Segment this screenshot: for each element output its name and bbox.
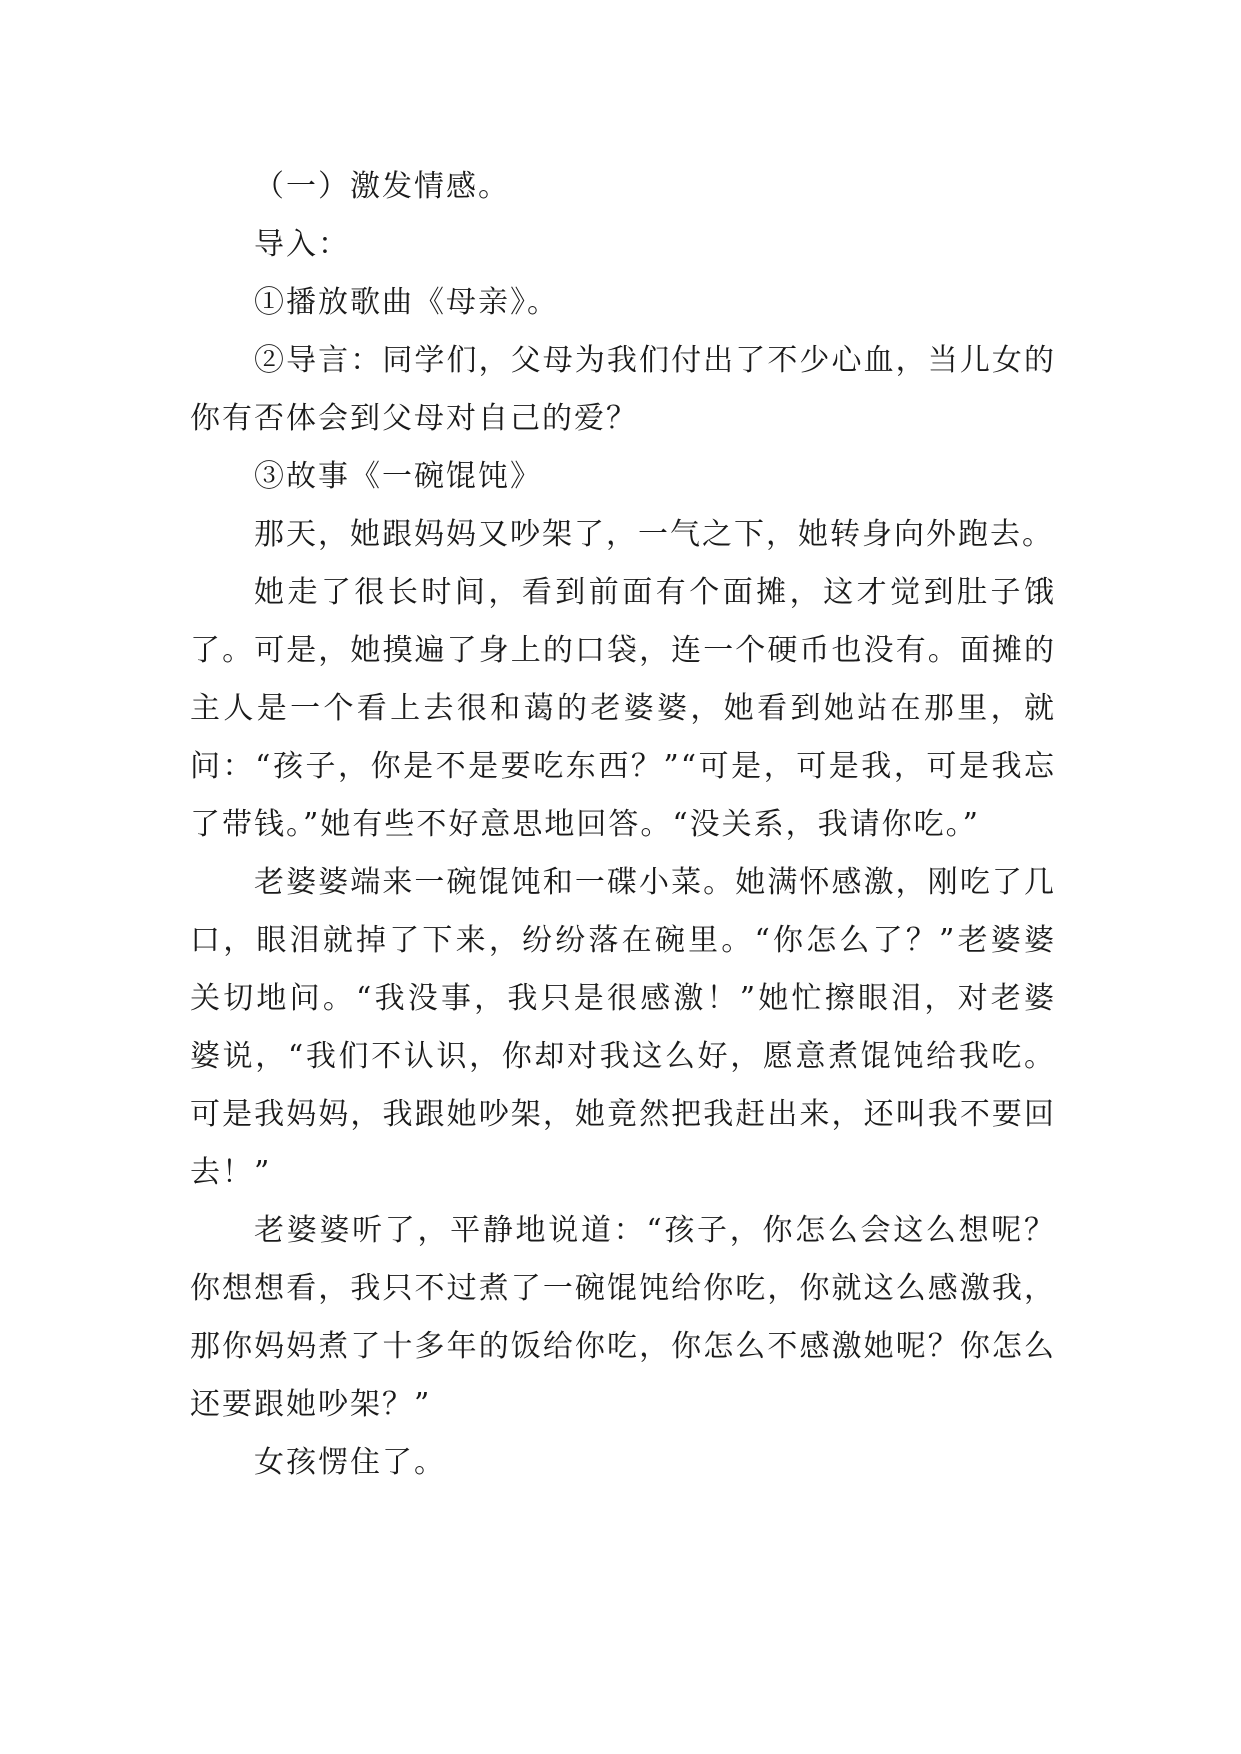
- section-heading: （一）激发情感。: [254, 169, 510, 204]
- intro-label: 导入：: [254, 227, 350, 262]
- document-body: [190, 158, 1056, 1492]
- story-paragraph: 老婆婆端来一碗馄饨和一碟小菜。她满怀感激，刚吃了几口，眼泪就掉了下来，纷纷落在碗里。“你怎么了？”老婆婆关切地问。“我没事，我只是很感激！”她忙擦眼泪，对老婆婆说，“我们不认识，你却对我这么好，愿意煮馄饨给我吃。可是我妈妈，我跟她吵架，她竟然把我赶出来，还叫我不要回去！”: [190, 865, 1056, 1190]
- story-paragraph: 那天，她跟妈妈又吵架了，一气之下，她转身向外跑去。: [254, 517, 1054, 552]
- step-story-title: ③故事《一碗馄饨》: [254, 459, 542, 494]
- step-introduction: ②导言：同学们，父母为我们付出了不少心血，当儿女的你有否体会到父母对自己的爱？: [190, 343, 1056, 436]
- story-paragraph: 女孩愣住了。: [254, 1445, 446, 1480]
- story-paragraph: 她走了很长时间，看到前面有个面摊，这才觉到肚子饿了。可是，她摸遍了身上的口袋，连一个硬币也没有。面摊的主人是一个看上去很和蔼的老婆婆，她看到她站在那里，就问：“孩子，你是不是要吃东西？”“可是，可是我，可是我忘了带钱。”她有些不好意思地回答。“没关系，我请你吃。”: [190, 575, 1056, 842]
- story-paragraph: 老婆婆听了，平静地说道：“孩子，你怎么会这么想呢？你想想看，我只不过煮了一碗馄饨给你吃，你就这么感激我，那你妈妈煮了十多年的饭给你吃，你怎么不感激她呢？你怎么还要跟她吵架？”: [190, 1213, 1056, 1422]
- step-play-song: ①播放歌曲《母亲》。: [254, 285, 559, 320]
